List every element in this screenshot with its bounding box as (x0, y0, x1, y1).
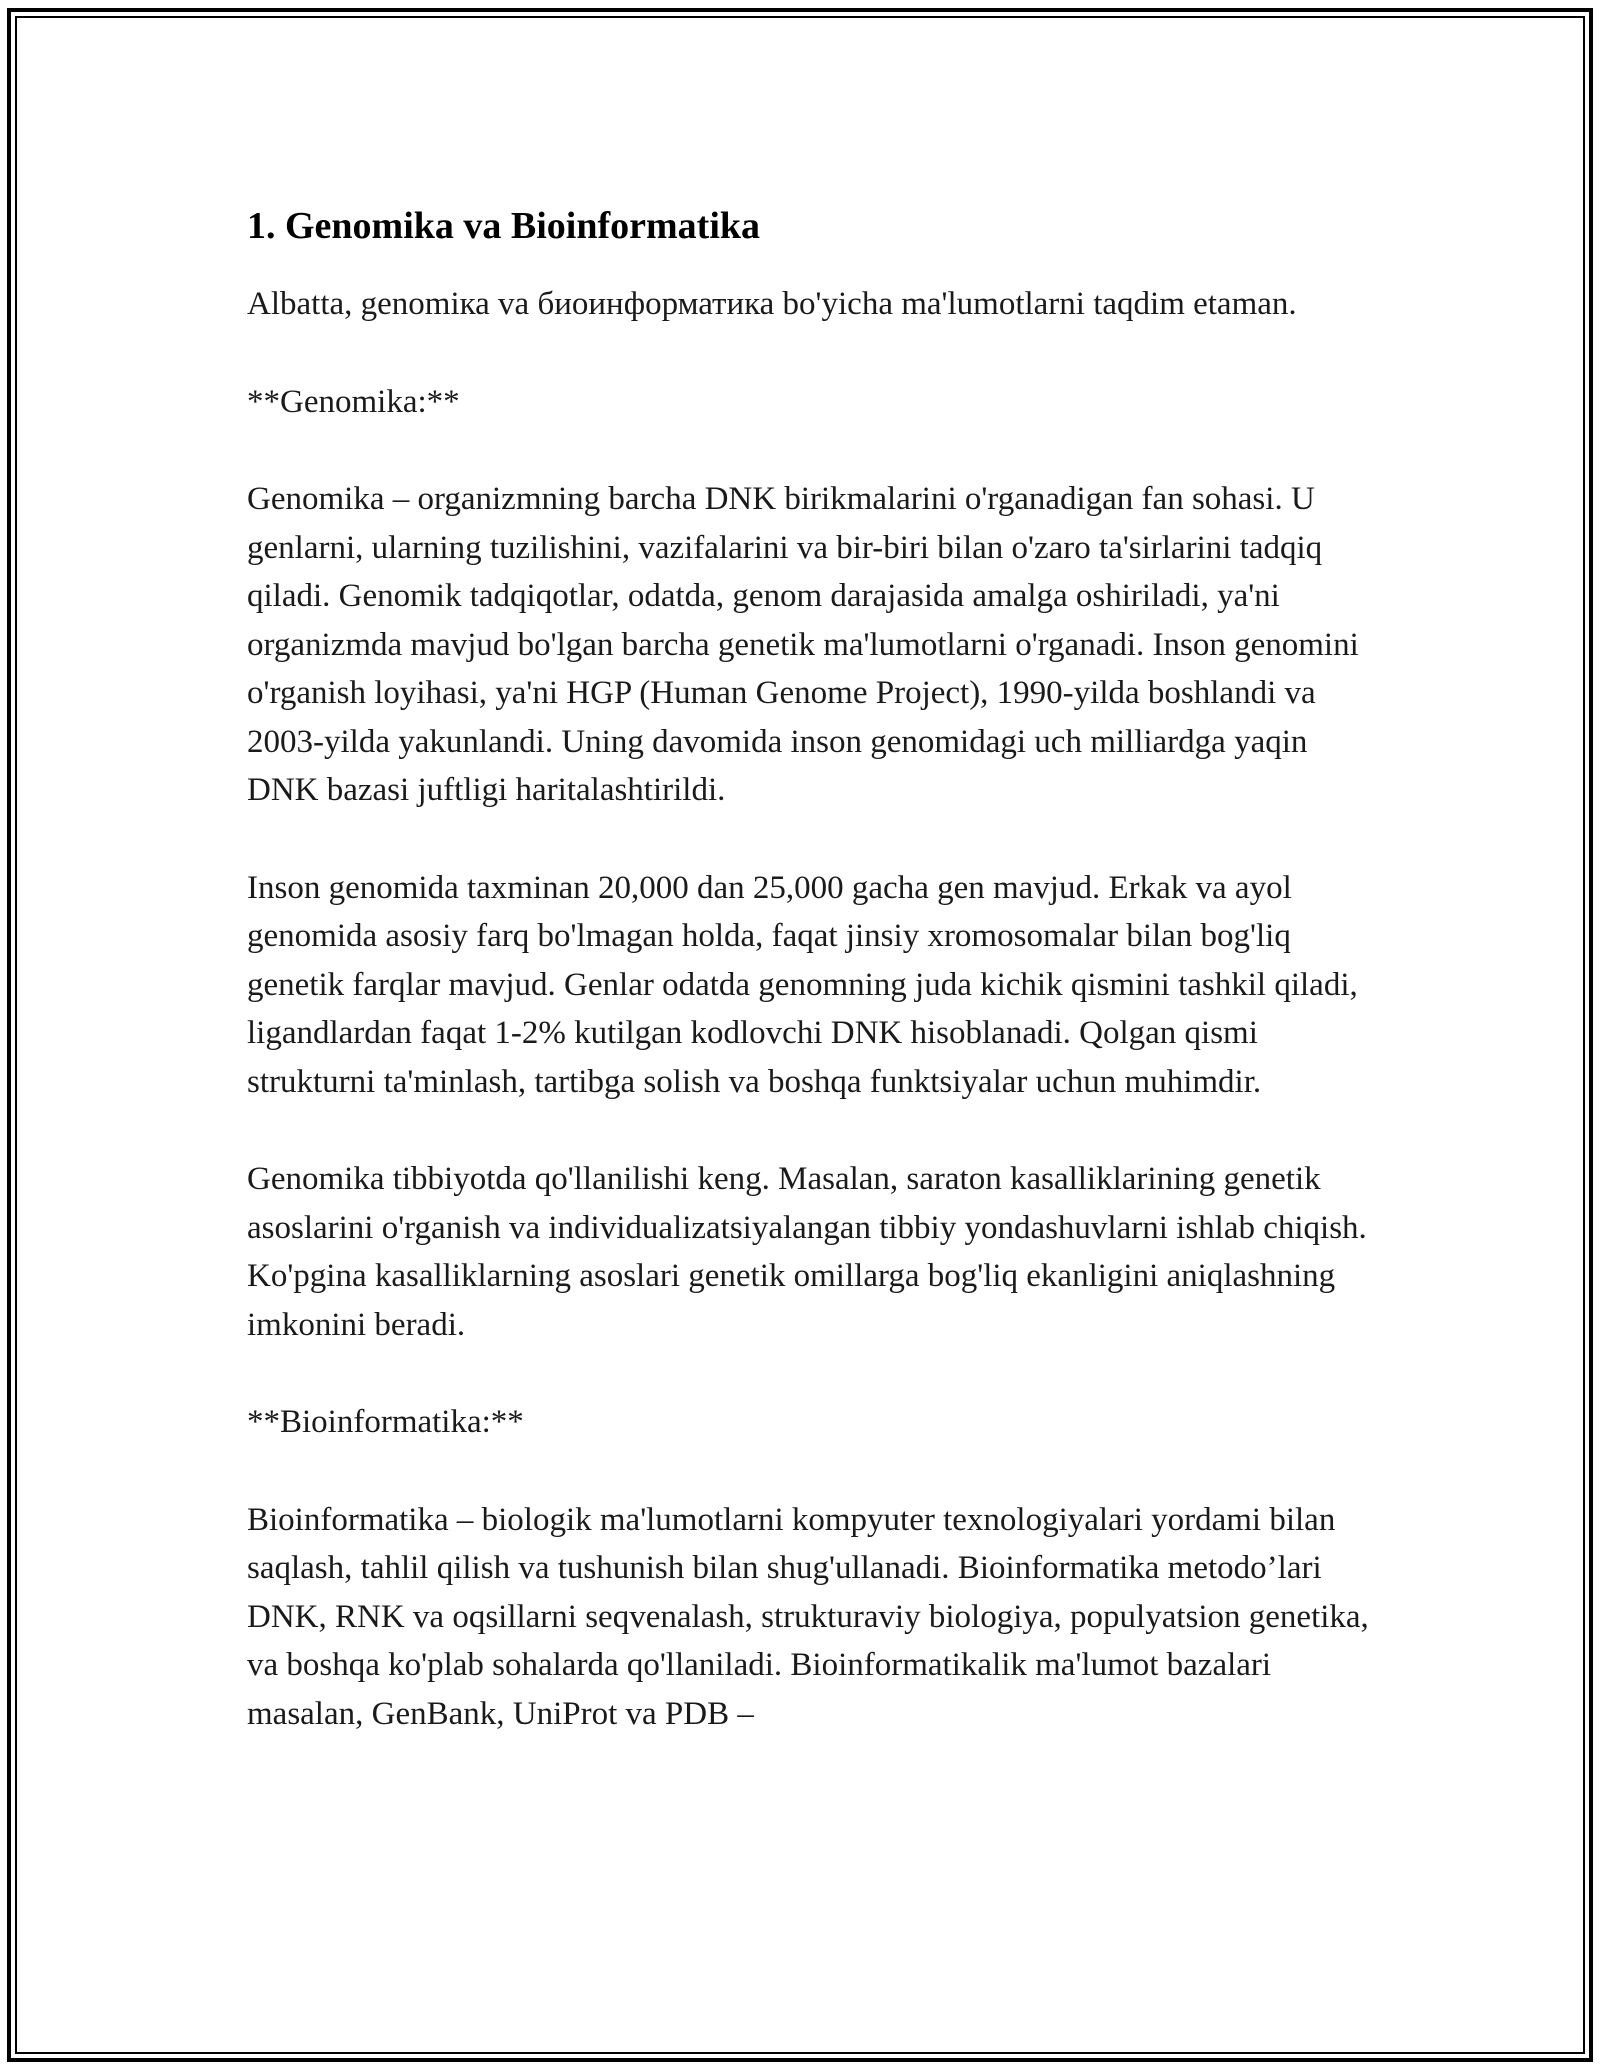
bioinformatika-paragraph-1: Bioinformatika – biologik ma'lumotlarni kompyuter texnologiyalari yordami bilan saqlash, tahlil qilish va tushunish bilan shug'ullanadi. Bioinformatika metodo’lari DNK, RNK va oqsillarni seqvenalash, strukturaviy biologiya, populyatsion genetika, va boshqa ko'plab sohalarda qo'llaniladi. Bioinformatikalik ma'lumot bazalari masalan, GenBank, UniProt va PDB – (247, 1501, 1369, 1732)
genomika-paragraph-3: Genomika tibbiyotda qo'llanilishi keng. Masalan, saraton kasalliklarining genetik asoslarini o'rganish va individualizatsiyalangan tibbiy yondashuvlarni ishlab chiqish. Ko'pgina kasalliklarning asoslari genetik omillarga bog'liq ekanligini aniqlashning imkonini beradi. (247, 1161, 1367, 1343)
intro-paragraph: Albatta, genomiка va биоинформатика bo'yicha ma'lumotlarni taqdim etaman. (247, 286, 1297, 322)
document-title: 1. Genomika va Bioinformatika (247, 205, 761, 247)
genomika-paragraph-1: Genomika – organizmning barcha DNK birikmalarini o'rganadigan fan sohasi. U genlarni, ularning tuzilishini, vazifalarini va bir-biri bilan o'zaro ta'sirlarini tadqiq qiladi. Genomik tadqiqotlar, odatda, genom darajasida amalga oshiriladi, ya'ni organizmda mavjud bo'lgan barcha genetik ma'lumotlarni o'rganadi. Inson genomini o'rganish loyihasi, ya'ni HGP (Human Genome Project), 1990-yilda boshlandi va 2003-yilda yakunlandi. Uning davomida inson genomidagi uch milliardga yaqin DNK bazasi juftligi haritalashtirildi. (247, 481, 1359, 808)
page-frame (7, 8, 1593, 2062)
bioinformatika-heading: **Bioinformatika:** (247, 1404, 524, 1440)
genomika-heading: **Genomika:** (247, 383, 460, 420)
genomika-paragraph-2: Inson genomida taxminan 20,000 dan 25,000 gacha gen mavjud. Erkak va ayol genomida asosiy farq bo'lmagan holda, faqat jinsiy xromosomalar bilan bog'liq genetik farqlar mavjud. Genlar odatda genomning juda kichik qismini tashkil qiladi, ligandlardan faqat 1-2% kutilgan kodlovchi DNK hisoblanadi. Qolgan qismi strukturni ta'minlash, tartibga solish va boshqa funktsiyalar uchun muhimdir. (247, 869, 1358, 1100)
document-body (247, 196, 1387, 1738)
